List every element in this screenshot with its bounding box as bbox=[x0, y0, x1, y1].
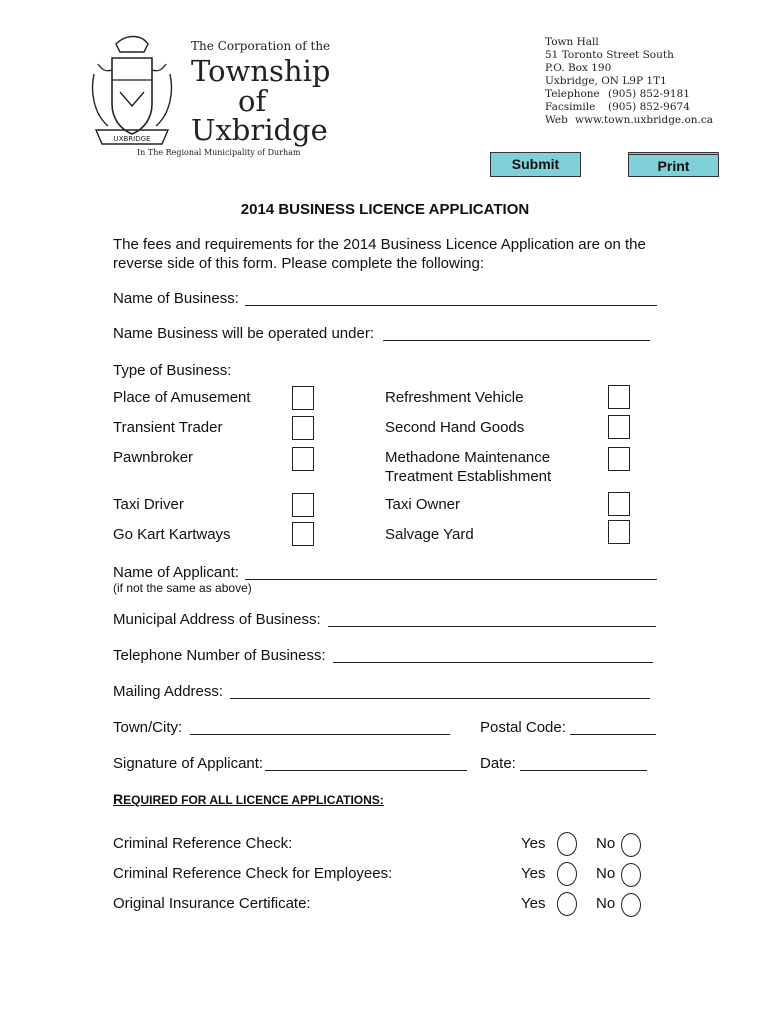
transient-trader-checkbox[interactable] bbox=[292, 416, 314, 440]
corp-name-of: of bbox=[238, 84, 267, 118]
town-city-field[interactable] bbox=[190, 734, 450, 735]
web-label: Web bbox=[545, 114, 568, 126]
operated-under-label: Name Business will be operated under: bbox=[113, 325, 374, 342]
taxi-owner-checkbox[interactable] bbox=[608, 492, 630, 516]
applicant-name-label: Name of Applicant: bbox=[113, 564, 239, 581]
place-of-amusement-checkbox[interactable] bbox=[292, 386, 314, 410]
operated-under-field[interactable] bbox=[383, 340, 650, 341]
criminal-check-label: Criminal Reference Check: bbox=[113, 835, 293, 852]
type-taxi-driver-label: Taxi Driver bbox=[113, 496, 184, 513]
fax-label: Facsimile bbox=[545, 101, 596, 113]
crest-motto: UXBRIDGE bbox=[113, 135, 151, 143]
insurance-no-radio[interactable] bbox=[621, 893, 641, 917]
address-line-4: Uxbridge, ON L9P 1T1 bbox=[545, 75, 667, 87]
go-kart-checkbox[interactable] bbox=[292, 522, 314, 546]
corp-name-uxbridge: Uxbridge bbox=[191, 113, 328, 147]
type-of-business-label: Type of Business: bbox=[113, 362, 232, 379]
corp-name-township: Township bbox=[191, 54, 331, 88]
township-crest-logo bbox=[86, 34, 178, 154]
telephone-field[interactable] bbox=[333, 662, 653, 663]
employee-check-no-radio[interactable] bbox=[621, 863, 641, 887]
date-label: Date: bbox=[480, 755, 516, 772]
applicant-name-field[interactable] bbox=[245, 579, 657, 580]
employee-check-yes-label: Yes bbox=[521, 865, 546, 882]
salvage-yard-checkbox[interactable] bbox=[608, 520, 630, 544]
mailing-address-label: Mailing Address: bbox=[113, 683, 224, 700]
postal-code-field[interactable] bbox=[570, 734, 656, 735]
insurance-label: Original Insurance Certificate: bbox=[113, 895, 311, 912]
type-transient-trader-label: Transient Trader bbox=[113, 419, 223, 436]
telephone-label: Telephone Number of Business: bbox=[113, 647, 326, 664]
insurance-no-label: No bbox=[596, 895, 616, 912]
municipal-address-label: Municipal Address of Business: bbox=[113, 611, 321, 628]
criminal-check-yes-label: Yes bbox=[521, 835, 546, 852]
applicant-note: (if not the same as above) bbox=[113, 581, 252, 595]
postal-code-label: Postal Code: bbox=[480, 719, 566, 736]
name-of-business-label: Name of Business: bbox=[113, 290, 239, 307]
address-line-2: 51 Toronto Street South bbox=[545, 49, 674, 61]
print-button[interactable]: Print bbox=[628, 152, 719, 177]
type-methadone-label-1: Methadone Maintenance bbox=[385, 449, 551, 466]
signature-field[interactable] bbox=[265, 770, 467, 771]
taxi-driver-checkbox[interactable] bbox=[292, 493, 314, 517]
address-line-1: Town Hall bbox=[545, 36, 599, 48]
criminal-check-yes-radio[interactable] bbox=[557, 832, 577, 856]
mailing-address-field[interactable] bbox=[230, 698, 650, 699]
date-field[interactable] bbox=[520, 770, 647, 771]
type-refreshment-vehicle-label: Refreshment Vehicle bbox=[385, 389, 524, 406]
type-second-hand-goods-label: Second Hand Goods bbox=[385, 419, 525, 436]
employee-check-no-label: No bbox=[596, 865, 616, 882]
phone-number: (905) 852-9181 bbox=[608, 88, 690, 100]
type-pawnbroker-label: Pawnbroker bbox=[113, 449, 194, 466]
required-heading-rest: EQUIRED FOR ALL LICENCE APPLICATIONS: bbox=[123, 793, 384, 807]
address-line-3: P.O. Box 190 bbox=[545, 62, 612, 74]
corp-prefix: The Corporation of the bbox=[191, 39, 331, 53]
pawnbroker-checkbox[interactable] bbox=[292, 447, 314, 471]
type-taxi-owner-label: Taxi Owner bbox=[385, 496, 461, 513]
corp-tagline: In The Regional Municipality of Durham bbox=[137, 148, 301, 157]
fax-number: (905) 852-9674 bbox=[608, 101, 690, 113]
insurance-yes-radio[interactable] bbox=[557, 892, 577, 916]
type-methadone-label-2: Treatment Establishment bbox=[385, 468, 552, 485]
insurance-yes-label: Yes bbox=[521, 895, 546, 912]
intro-line-2: reverse side of this form. Please complete the following: bbox=[113, 255, 485, 272]
name-of-business-field[interactable] bbox=[245, 305, 657, 306]
methadone-checkbox[interactable] bbox=[608, 447, 630, 471]
type-go-kart-label: Go Kart Kartways bbox=[113, 526, 231, 543]
submit-button[interactable]: Submit bbox=[490, 152, 581, 177]
type-salvage-yard-label: Salvage Yard bbox=[385, 526, 474, 543]
intro-line-1: The fees and requirements for the 2014 Business Licence Application are on the bbox=[113, 236, 646, 253]
second-hand-goods-checkbox[interactable] bbox=[608, 415, 630, 439]
required-heading bbox=[113, 791, 384, 809]
refreshment-vehicle-checkbox[interactable] bbox=[608, 385, 630, 409]
employee-check-yes-radio[interactable] bbox=[557, 862, 577, 886]
required-heading-initial: R bbox=[113, 791, 124, 807]
web-url: www.town.uxbridge.on.ca bbox=[575, 114, 714, 126]
form-title: 2014 BUSINESS LICENCE APPLICATION bbox=[240, 201, 530, 218]
phone-label: Telephone bbox=[545, 88, 600, 100]
type-place-of-amusement-label: Place of Amusement bbox=[113, 389, 251, 406]
employee-check-label: Criminal Reference Check for Employees: bbox=[113, 865, 393, 882]
criminal-check-no-radio[interactable] bbox=[621, 833, 641, 857]
town-city-label: Town/City: bbox=[113, 719, 183, 736]
municipal-address-field[interactable] bbox=[328, 626, 656, 627]
signature-label: Signature of Applicant: bbox=[113, 755, 264, 772]
criminal-check-no-label: No bbox=[596, 835, 616, 852]
